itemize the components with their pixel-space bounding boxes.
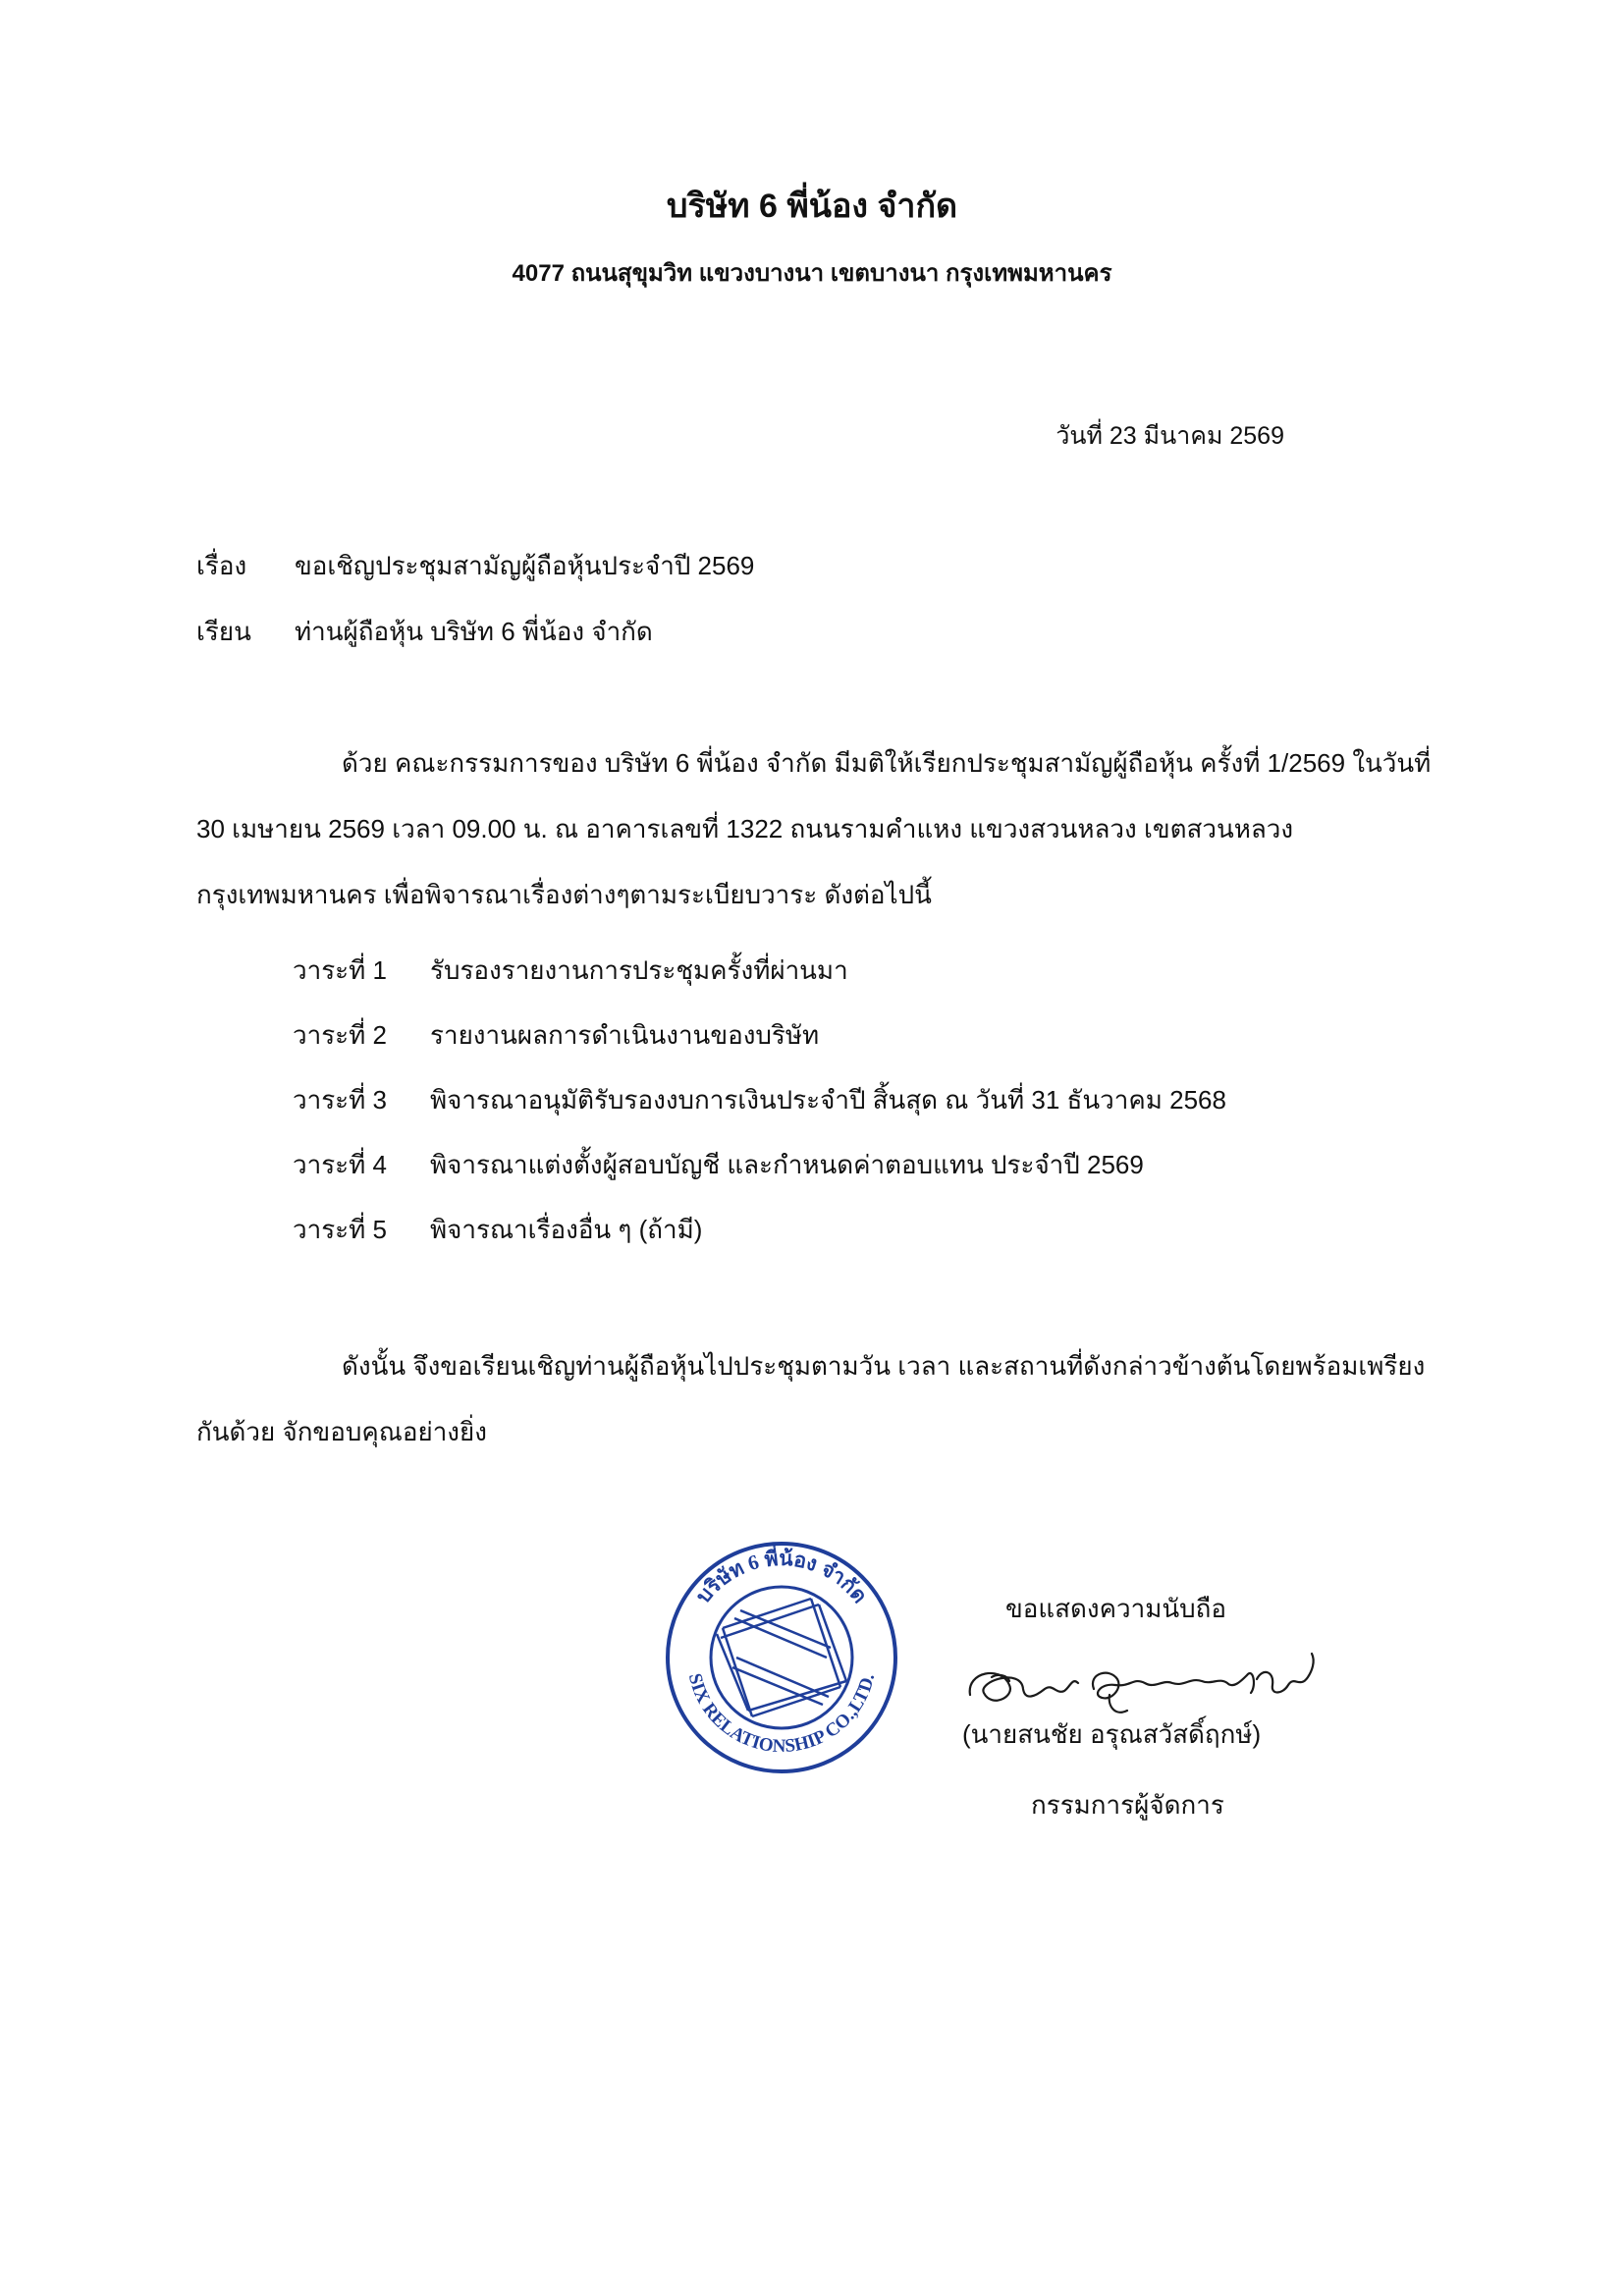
subject-text: ขอเชิญประชุมสามัญผู้ถือหุ้นประจำปี 2569 xyxy=(295,551,755,580)
recipient-label: เรียน xyxy=(196,617,251,646)
company-address: 4077 ถนนสุขุมวิท แขวงบางนา เขตบางนา กรุงเทพมหานคร xyxy=(512,260,1112,287)
agenda-item-text: พิจารณาเรื่องอื่น ๆ (ถ้ามี) xyxy=(430,1215,703,1244)
body-text: ด้วย คณะกรรมการของ บริษัท 6 พี่น้อง จำกัด มีมติให้เรียกประชุมสามัญผู้ถือหุ้น ครั้งที่ 1/2569 ในวันที่ 30 เมษายน 2569 เวลา 09.00 น. ณ อาคารเลขที่ 1322 ถนนรามคำแหง แขวงสวนหลวง เขตสวนหลวง กรุงเทพมหานคร เพื่อพิจารณาเรื่องต่างๆตามระเบียบวาระ ดังต่อไปนี้ xyxy=(196,748,1432,909)
signer-name: (นายสนชัย อรุณสวัสดิ์ฤกษ์) xyxy=(962,1719,1262,1749)
subject-row xyxy=(196,546,754,586)
handwritten-signature-icon xyxy=(962,1638,1335,1726)
letter-date: วันที่ 23 มีนาคม 2569 xyxy=(1056,422,1284,450)
agenda-item xyxy=(293,1080,1226,1145)
body-paragraph xyxy=(196,731,1437,928)
agenda-item-label: วาระที่ 1 xyxy=(293,955,387,985)
agenda-item-label: วาระที่ 5 xyxy=(293,1215,387,1244)
closing-text: ดังนั้น จึงขอเรียนเชิญท่านผู้ถือหุ้นไปประชุมตามวัน เวลา และสถานที่ดังกล่าวข้างต้นโดยพร้อมเพรียงกันด้วย จักขอบคุณอย่างยิ่ง xyxy=(196,1351,1426,1446)
stamp-top-text: บริษัท 6 พี่น้อง จำกัด xyxy=(691,1546,872,1608)
agenda-item xyxy=(293,1145,1226,1210)
agenda-item-label: วาระที่ 4 xyxy=(293,1150,387,1179)
stamp-bottom-text: SIX RELATIONSHIP CO.,LTD. xyxy=(683,1671,880,1758)
company-stamp-icon xyxy=(664,1540,899,1775)
recipient-row xyxy=(196,612,653,652)
agenda-item xyxy=(293,1015,1226,1080)
agenda-item-text: รายงานผลการดำเนินงานของบริษัท xyxy=(430,1020,820,1050)
company-name: บริษัท 6 พี่น้อง จำกัด xyxy=(666,188,958,225)
agenda-item xyxy=(293,951,1226,1015)
closing-paragraph xyxy=(196,1333,1437,1465)
subject-label: เรื่อง xyxy=(196,551,247,580)
agenda-item-text: รับรองรายงานการประชุมครั้งที่ผ่านมา xyxy=(430,955,848,985)
regards-text: ขอแสดงความนับถือ xyxy=(1005,1594,1226,1623)
agenda-list xyxy=(293,951,1226,1275)
recipient-text: ท่านผู้ถือหุ้น บริษัท 6 พี่น้อง จำกัด xyxy=(295,617,653,646)
signer-title: กรรมการผู้จัดการ xyxy=(1031,1790,1224,1820)
agenda-item xyxy=(293,1210,1226,1275)
agenda-item-text: พิจารณาอนุมัติรับรองงบการเงินประจำปี สิ้นสุด ณ วันที่ 31 ธันวาคม 2568 xyxy=(430,1085,1226,1115)
agenda-item-label: วาระที่ 2 xyxy=(293,1020,387,1050)
svg-text:บริษัท 6 พี่น้อง จำกัด xyxy=(691,1543,872,1607)
agenda-item-text: พิจารณาแต่งตั้งผู้สอบบัญชี และกำหนดค่าตอบแทน ประจำปี 2569 xyxy=(430,1150,1144,1179)
svg-text:SIX RELATIONSHIP CO.,LTD. xyxy=(684,1671,879,1757)
agenda-item-label: วาระที่ 3 xyxy=(293,1085,387,1115)
